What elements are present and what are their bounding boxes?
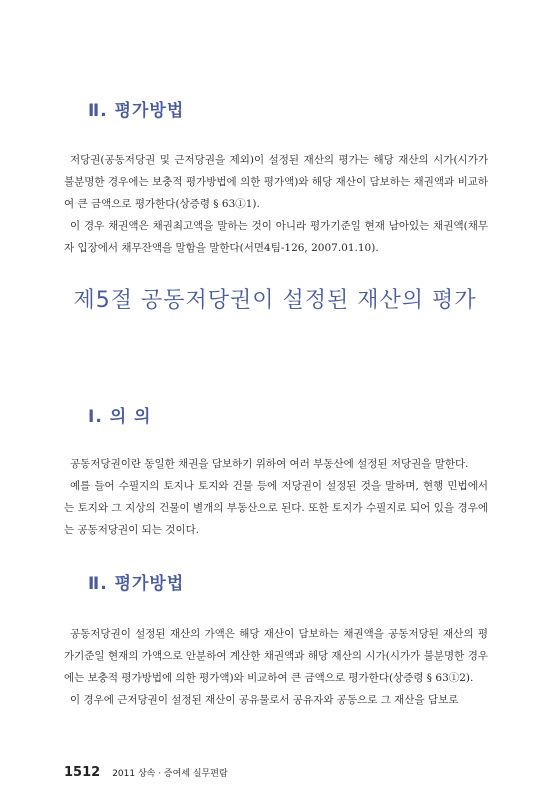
footer-book-title: 2011 상속 · 증여세 실무편람 (112, 769, 228, 779)
paragraph: 공동저당권이 설정된 재산의 가액은 해당 재산이 담보하는 채권액을 공동저당된 재산의 평가기준일 현재의 가액으로 안분하여 계산한 채권액과 해당 재산의 시가(시가가 불분명한 경우에는 보충적 평가방법에 의한 평가액)와 비교하여 큰 금액으로 평가한다(상증령 § 63①2). (64, 628, 488, 684)
page-number: 1512 (64, 765, 101, 780)
section-body-definition (64, 453, 488, 541)
section-body-evaluation-method-1 (64, 149, 488, 259)
chapter-title: 제5절 공동저당권이 설정된 재산의 평가 (73, 288, 477, 313)
paragraph: 이 경우에 근저당권이 설정된 재산이 공유물로서 공유자와 공동으로 그 재산을 담보로 (70, 694, 459, 706)
page-footer (64, 765, 228, 780)
section-heading-evaluation-method-2: Ⅱ. 평가방법 (88, 574, 185, 594)
paragraph: 저당권(공동저당권 및 근저당권을 제외)이 설정된 재산의 평가는 해당 재산의 시가(시가가 불분명한 경우에는 보충적 평가방법에 의한 평가액)와 해당 재산이 담보하는 채권액과 비교하여 큰 금액으로 평가한다(상증령 § 63①1). (64, 154, 488, 210)
section-heading-evaluation-method-1: Ⅱ. 평가방법 (88, 101, 185, 121)
paragraph: 예를 들어 수필지의 토지나 토지와 건물 등에 저당권이 설정된 것을 말하며, 현행 민법에서는 토지와 그 지상의 건물이 별개의 부동산으로 된다. 또한 토지가 수필지로 되어 있을 경우에는 공동저당권이 되는 것이다. (64, 480, 488, 536)
paragraph: 이 경우 채권액은 채권최고액을 말하는 것이 아니라 평가기준일 현재 남아있는 채권액(채무자 입장에서 채무잔액을 말함을 말한다(서면4팀-126, 2007.01.10). (64, 220, 488, 254)
section-body-evaluation-method-2 (64, 623, 488, 711)
section-heading-definition: Ⅰ. 의 의 (88, 407, 152, 427)
paragraph: 공동저당권이란 동일한 채권을 담보하기 위하여 여러 부동산에 설정된 저당권을 말한다. (70, 458, 469, 470)
